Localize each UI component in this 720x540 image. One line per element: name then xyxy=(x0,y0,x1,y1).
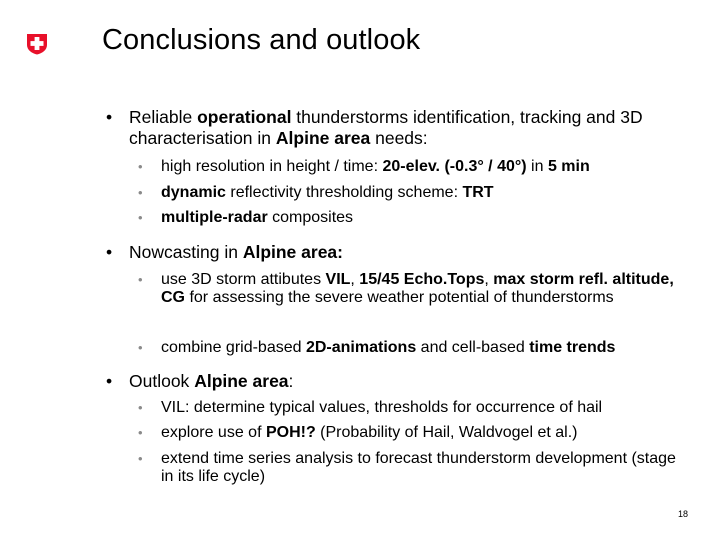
bullet-text xyxy=(129,107,666,149)
text-segment: : xyxy=(288,371,294,391)
text-segment: VIL: determine typical values, thresholds for occurrence of hail xyxy=(161,399,603,416)
text-segment: 2D-animations xyxy=(305,339,417,356)
text-segment: max storm refl. altitude, CG xyxy=(161,271,674,306)
sub-bullet-item xyxy=(138,184,683,202)
page-number: 18 xyxy=(677,509,688,519)
bullet-marker-icon: • xyxy=(106,107,113,127)
text-segment: Alpine area xyxy=(194,371,289,391)
text-segment: dynamic xyxy=(161,184,226,201)
bullet-item xyxy=(106,371,666,392)
sub-bullet-item xyxy=(138,399,683,417)
text-segment: composites xyxy=(267,209,354,226)
bullet-marker-icon: • xyxy=(106,371,113,391)
text-segment: Alpine area xyxy=(275,128,371,148)
text-segment: multiple-radar xyxy=(161,209,268,226)
text-segment: Alpine area: xyxy=(242,242,343,262)
text-segment: extend time series analysis to forecast thunderstorm development (stage in its life cycle) xyxy=(161,450,676,485)
sub-bullet-text xyxy=(161,184,683,202)
sub-bullet-marker-icon: • xyxy=(138,159,143,174)
sub-bullet-item xyxy=(138,450,683,486)
text-segment: TRT xyxy=(462,184,494,201)
text-segment: in xyxy=(526,158,548,175)
text-segment: 20-elev. (-0.3° / 40°) xyxy=(382,158,527,175)
text-segment: (Probability of Hail, Waldvogel et al.) xyxy=(315,424,578,441)
text-segment: and cell-based xyxy=(416,339,530,356)
text-segment: explore use of xyxy=(161,424,266,441)
sub-bullet-marker-icon: • xyxy=(138,185,143,200)
sub-bullet-marker-icon: • xyxy=(138,272,143,287)
text-segment: use 3D storm attibutes xyxy=(161,271,326,288)
text-segment: combine grid-based xyxy=(161,339,306,356)
sub-bullet-text xyxy=(161,450,683,486)
sub-bullet-marker-icon: • xyxy=(138,400,143,415)
text-segment: operational xyxy=(197,107,292,127)
text-segment: 5 min xyxy=(547,158,590,175)
sub-bullet-item xyxy=(138,209,683,227)
bullet-item xyxy=(106,107,666,149)
text-segment: high resolution in height / time: xyxy=(161,158,383,175)
sub-bullet-text xyxy=(161,339,683,357)
sub-bullet-marker-icon: • xyxy=(138,451,143,466)
sub-bullet-item xyxy=(138,339,683,357)
sub-bullet-marker-icon: • xyxy=(138,210,143,225)
bullet-item xyxy=(106,242,666,263)
text-segment: , xyxy=(350,271,360,288)
text-segment: 15/45 Echo.Tops xyxy=(359,271,485,288)
sub-bullet-item xyxy=(138,424,683,442)
sub-bullet-item xyxy=(138,271,683,307)
swiss-cross-logo-icon xyxy=(26,33,48,55)
logo-cross-horizontal xyxy=(31,41,44,46)
text-segment: Nowcasting in xyxy=(129,242,243,262)
sub-bullet-text xyxy=(161,209,683,227)
bullet-marker-icon: • xyxy=(106,242,113,262)
text-segment: , xyxy=(484,271,494,288)
sub-bullet-text xyxy=(161,399,683,417)
sub-bullet-text xyxy=(161,158,683,176)
text-segment: thunderstorms identification, tracking and 3D characterisation in xyxy=(129,107,643,148)
text-segment: reflectivity thresholding scheme: xyxy=(225,184,463,201)
text-segment: Outlook xyxy=(129,371,195,391)
sub-bullet-item xyxy=(138,158,683,176)
slide-title: Conclusions and outlook xyxy=(102,24,421,56)
sub-bullet-text xyxy=(161,424,683,442)
text-segment: VIL xyxy=(325,271,351,288)
sub-bullet-text xyxy=(161,271,683,307)
text-segment: for assessing the severe weather potential of thunderstorms xyxy=(185,289,614,306)
bullet-text xyxy=(129,242,666,263)
text-segment: time trends xyxy=(529,339,616,356)
bullet-text xyxy=(129,371,666,392)
text-segment: Reliable xyxy=(129,107,198,127)
text-segment: needs: xyxy=(370,128,428,148)
sub-bullet-marker-icon: • xyxy=(138,340,143,355)
text-segment: POH!? xyxy=(265,424,316,441)
sub-bullet-marker-icon: • xyxy=(138,425,143,440)
